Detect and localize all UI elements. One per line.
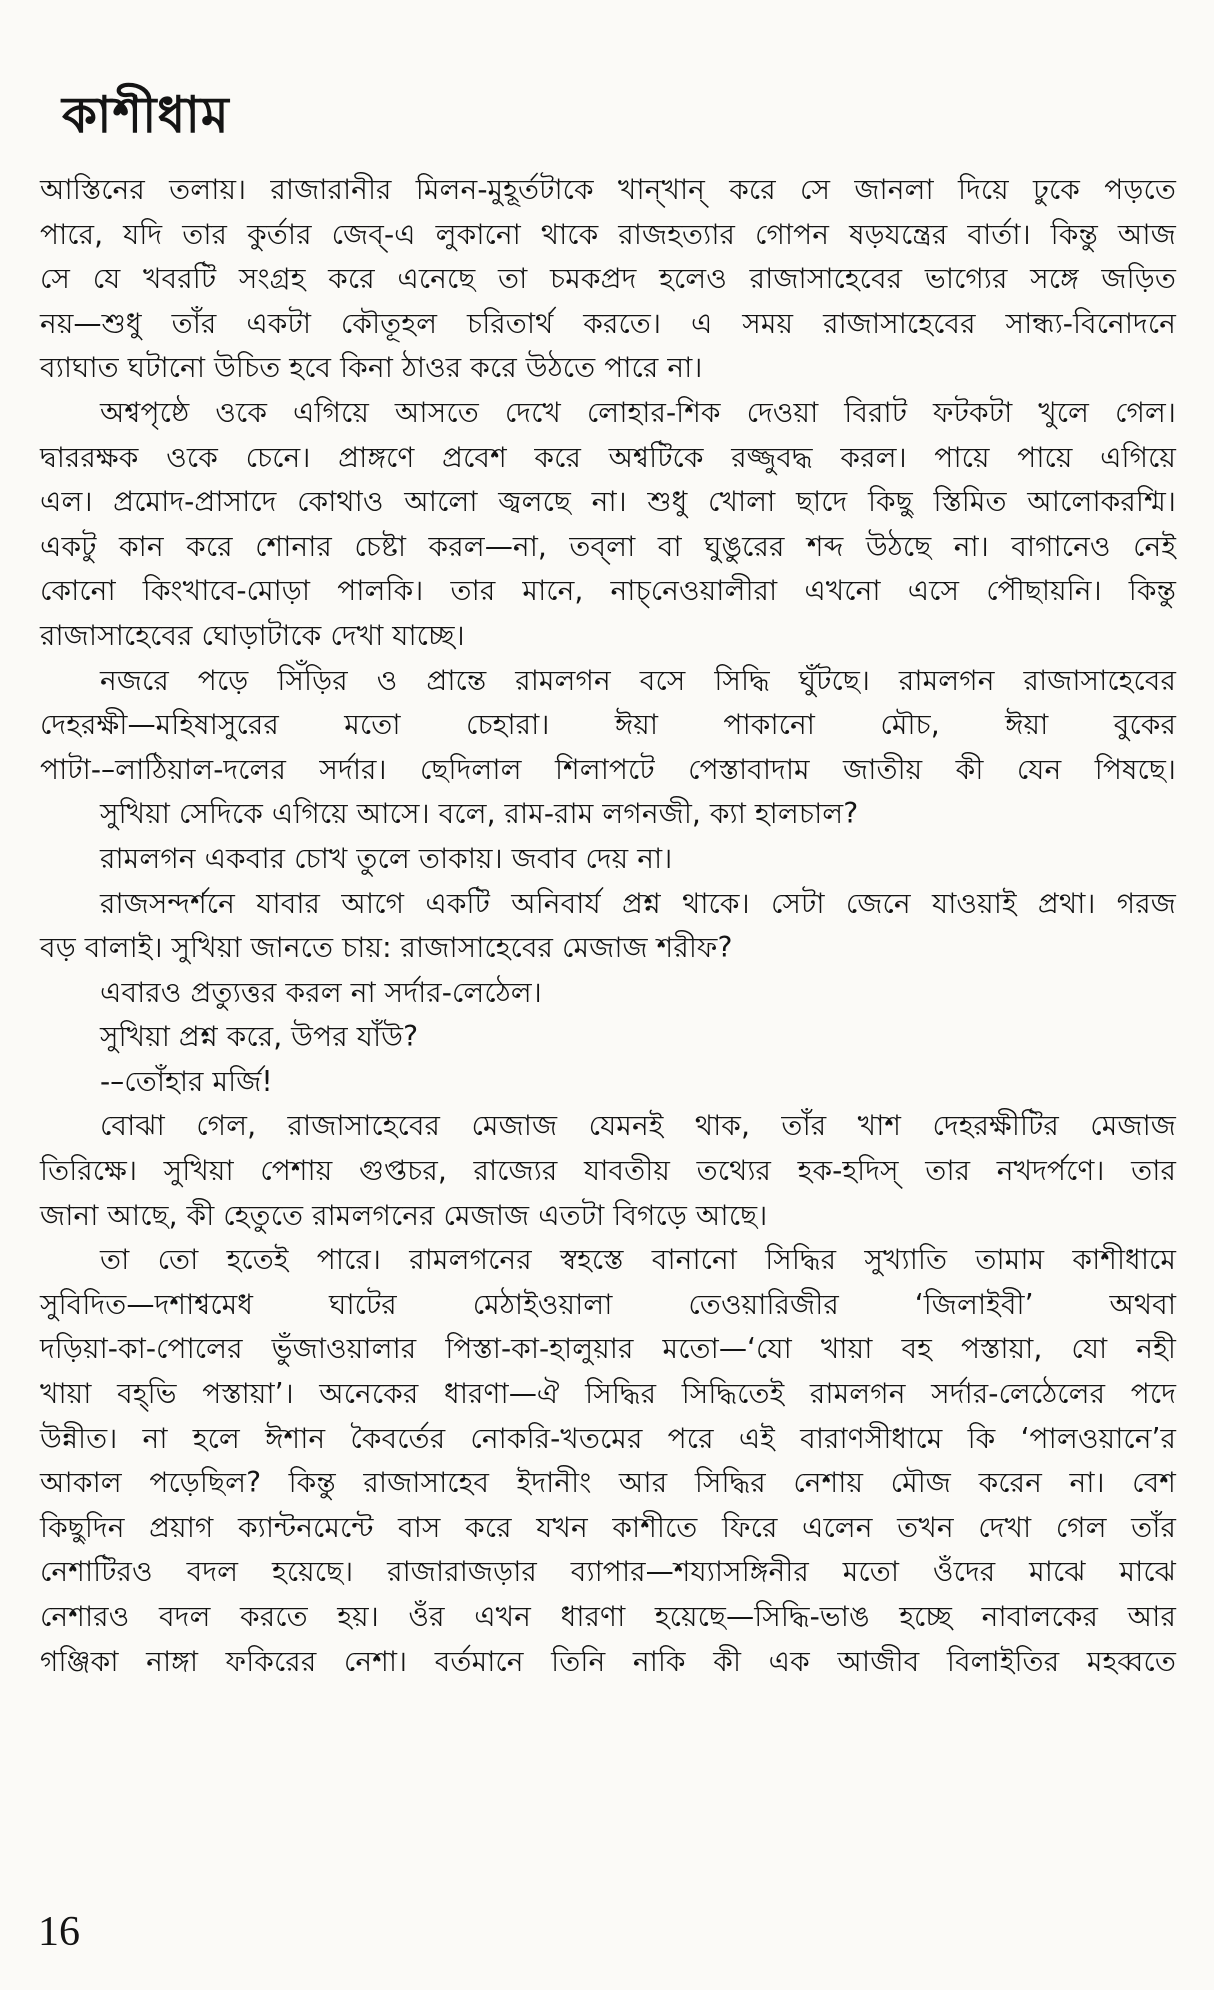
text-line: নেশাটিরও বদল হয়েছে। রাজারাজড়ার ব্যাপার—শয্যাসঙ্গিনীর মতো ওঁদের মাঝে মাঝে — [40, 1555, 1176, 1589]
text-line: সুখিয়া প্রশ্ন করে, উপর যাঁউ? — [100, 1020, 419, 1054]
text-line: তিরিক্ষে। সুখিয়া পেশায় গুপ্তচর, রাজ্যের যাবতীয় তথ্যের হক-হদিস্‌ তার নখদর্পণে। তার — [40, 1154, 1176, 1188]
text-line: পারে, যদি তার কুর্তার জেব্‌-এ লুকানো থাকে রাজহত্যার গোপন ষড়যন্ত্রের বার্তা। কিন্তু আজ — [40, 217, 1176, 251]
text-line: এবারও প্রত্যুত্তর করল না সর্দার-লেঠেল। — [100, 975, 542, 1009]
text-line: কোনো কিংখাবে-মোড়া পালকি। তার মানে, নাচ্‌নেওয়ালীরা এখনো এসে পৌছায়নি। কিন্তু — [40, 574, 1176, 608]
text-line: খায়া বহ্‌ভি পস্তায়া’। অনেকের ধারণা—ঐ সিদ্ধির সিদ্ধিতেই রামলগন সর্দার-লেঠেলের পদে — [40, 1377, 1176, 1411]
running-title: কাশীধাম — [62, 85, 230, 144]
text-line: আকাল পড়েছিল? কিন্তু রাজাসাহেব ইদানীং আর সিদ্ধির নেশায় মৌজ করেন না। বেশ — [40, 1466, 1176, 1500]
text-line: বড় বালাই। সুখিয়া জানতে চায়: রাজাসাহেবের মেজাজ শরীফ? — [40, 931, 733, 965]
text-line: পাটা-–লাঠিয়াল-দলের সর্দার। ছেদিলাল শিলাপটে পেস্তাবাদাম জাতীয় কী যেন পিষছে। — [40, 752, 1176, 786]
page-number: 16 — [38, 1909, 80, 1955]
text-line: অশ্বপৃষ্ঠে ওকে এগিয়ে আসতে দেখে লোহার-শিক দেওয়া বিরাট ফটকটা খুলে গেল। — [100, 395, 1176, 429]
text-line: নজরে পড়ে সিঁড়ির ও প্রান্তে রামলগন বসে সিদ্ধি ঘুঁটছে। রামলগন রাজাসাহেবের — [100, 663, 1176, 697]
text-line: জানা আছে, কী হেতুতে রামলগনের মেজাজ এতটা বিগড়ে আছে। — [40, 1198, 768, 1232]
text-line: রাজসন্দর্শনে যাবার আগে একটি অনিবার্য প্রশ্ন থাকে। সেটা জেনে যাওয়াই প্রথা। গরজ — [100, 886, 1176, 920]
text-line: তা তো হতেই পারে। রামলগনের স্বহস্তে বানানো সিদ্ধির সুখ্যাতি তামাম কাশীধামে — [100, 1243, 1176, 1277]
text-line: দ্বাররক্ষক ওকে চেনে। প্রাঙ্গণে প্রবেশ করে অশ্বটিকে রজ্জুবদ্ধ করল। পায়ে পায়ে এগিয়ে — [40, 440, 1176, 474]
text-line: গঞ্জিকা নাঙ্গা ফকিরের নেশা। বর্তমানে তিনি নাকি কী এক আজীব বিলাইতির মহব্বতে — [40, 1644, 1176, 1678]
text-line: নয়—শুধু তাঁর একটা কৌতূহল চরিতার্থ করতে। এ সময় রাজাসাহেবের সান্ধ্য-বিনোদনে — [40, 306, 1176, 340]
text-line: রাজাসাহেবের ঘোড়াটাকে দেখা যাচ্ছে। — [40, 618, 465, 652]
text-line: উন্নীত। না হলে ঈশান কৈবর্তের নোকরি-খতমের পরে এই বারাণসীধামে কি ‘পালওয়ানে’র — [40, 1421, 1176, 1455]
text-line: দড়িয়া-কা-পোলের ভুঁজাওয়ালার পিস্তা-কা-হালুয়ার মতো—‘যো খায়া বহ পস্তায়া, যো নহী — [40, 1332, 1176, 1366]
text-line: বোঝা গেল, রাজাসাহেবের মেজাজ যেমনই থাক, তাঁর খাশ দেহরক্ষীটির মেজাজ — [100, 1109, 1176, 1143]
body-text — [40, 168, 1176, 1684]
text-line: আস্তিনের তলায়। রাজারানীর মিলন-মুহূর্তটাকে খান্‌খান্‌ করে সে জানলা দিয়ে ঢুকে পড়তে — [40, 173, 1176, 206]
text-line: দেহরক্ষী—মহিষাসুরের মতো চেহারা। ঈয়া পাকানো মৌচ, ঈয়া বুকের — [40, 708, 1176, 742]
text-line: নেশারও বদল করতে হয়। ওঁর এখন ধারণা হয়েছে—সিদ্ধি-ভাঙ হচ্ছে নাবালকের আর — [40, 1600, 1176, 1633]
text-line: ব্যাঘাত ঘটানো উচিত হবে কিনা ঠাওর করে উঠতে পারে না। — [40, 351, 703, 385]
text-line: একটু কান করে শোনার চেষ্টা করল—না, তব্‌লা বা ঘুঙুরের শব্দ উঠছে না। বাগানেও নেই — [40, 529, 1176, 563]
text-line: -–তোঁহার মর্জি! — [100, 1064, 273, 1098]
text-line: রামলগন একবার চোখ তুলে তাকায়। জবাব দেয় না। — [100, 841, 673, 875]
text-line: সুখিয়া সেদিকে এগিয়ে আসে। বলে, রাম-রাম লগনজী, ক্যা হালচাল? — [100, 797, 859, 831]
text-line: কিছুদিন প্রয়াগ ক্যান্টনমেন্টে বাস করে যখন কাশীতে ফিরে এলেন তখন দেখা গেল তাঁর — [40, 1510, 1176, 1544]
text-line: সে যে খবরটি সংগ্রহ করে এনেছে তা চমকপ্রদ হলেও রাজাসাহেবের ভাগ্যের সঙ্গে জড়িত — [40, 262, 1176, 296]
text-line: সুবিদিত—দশাশ্বমেধ ঘাটের মেঠাইওয়ালা তেওয়ারিজীর ‘জিলাইবী’ অথবা — [40, 1287, 1176, 1321]
text-line: এল। প্রমোদ-প্রাসাদে কোথাও আলো জ্বলছে না। শুধু খোলা ছাদে কিছু স্তিমিত আলোকরশ্মি। — [40, 485, 1176, 519]
